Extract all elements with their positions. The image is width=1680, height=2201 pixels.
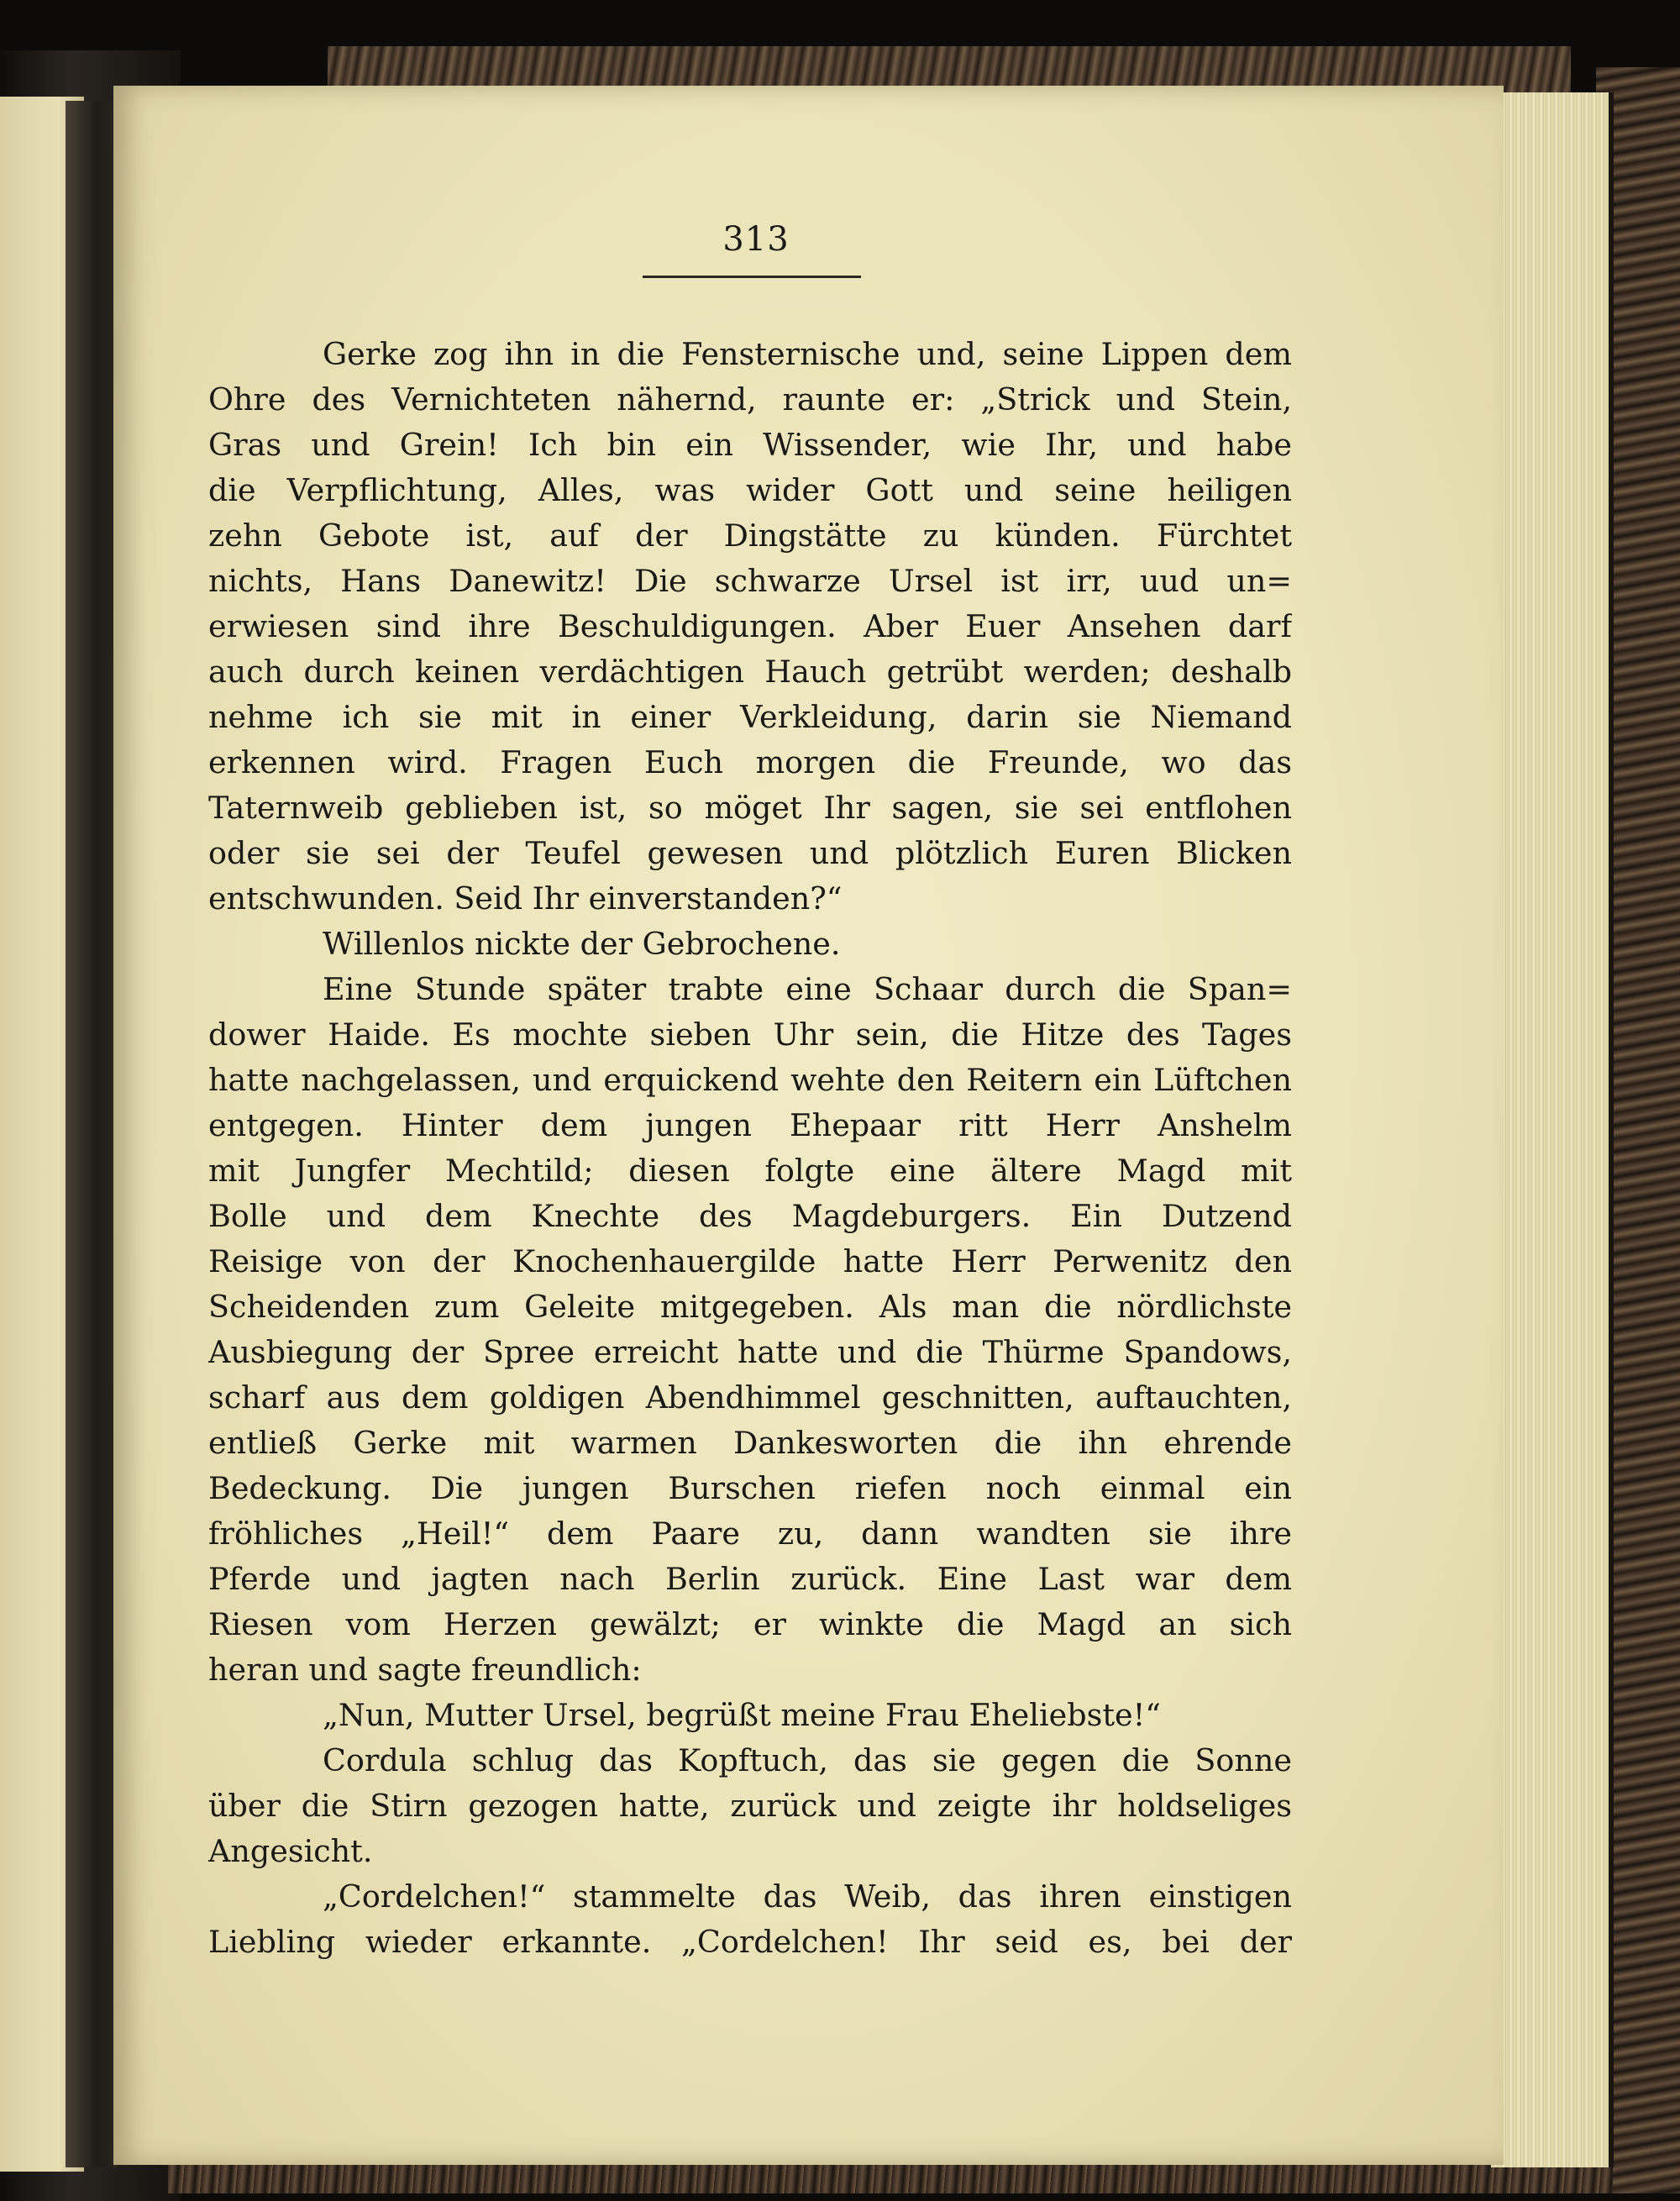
- text-line: Bolle und dem Knechte des Magdeburgers. Ein Dutzend: [208, 1198, 1292, 1234]
- text-line: auch durch keinen verdächtigen Hauch getrübt werden; deshalb: [208, 654, 1292, 690]
- text-line: entschwunden. Seid Ihr einverstanden?“: [208, 880, 843, 917]
- text-line: heran und sagte freundlich:: [208, 1652, 642, 1688]
- book-gutter: [66, 101, 118, 2167]
- text-line: Bedeckung. Die jungen Burschen riefen noch einmal ein: [208, 1470, 1292, 1506]
- text-line: scharf aus dem goldigen Abendhimmel geschnitten, auftauchten,: [208, 1379, 1292, 1416]
- text-line: Ohre des Vernichteten nähernd, raunte er: „Strick und Stein,: [208, 381, 1292, 418]
- text-line: oder sie sei der Teufel gewesen und plötzlich Euren Blicken: [208, 835, 1292, 871]
- text-line: über die Stirn gezogen hatte, zurück und zeigte ihr holdseliges: [208, 1788, 1292, 1824]
- page-stack-edge: [1491, 92, 1614, 2167]
- text-line: die Verpflichtung, Alles, was wider Gott und seine heiligen: [208, 472, 1292, 508]
- text-line: erwiesen sind ihre Beschuldigungen. Aber Euer Ansehen darf: [208, 608, 1292, 644]
- text-line: entließ Gerke mit warmen Dankesworten die ihn ehrende: [208, 1425, 1292, 1461]
- text-line: Reisige von der Knochenhauergilde hatte Herr Perwenitz den: [208, 1243, 1292, 1279]
- text-line: nichts, Hans Danewitz! Die schwarze Ursel ist irr, uud un=: [208, 563, 1292, 599]
- text-line: Scheidenden zum Geleite mitgegeben. Als man die nördlichste: [208, 1289, 1292, 1325]
- text-line: zehn Gebote ist, auf der Dingstätte zu künden. Fürchtet: [208, 517, 1292, 554]
- text-line: Pferde und jagten nach Berlin zurück. Eine Last war dem: [208, 1561, 1292, 1597]
- text-line: erkennen wird. Fragen Euch morgen die Freunde, wo das: [208, 744, 1292, 780]
- text-line: entgegen. Hinter dem jungen Ehepaar ritt Herr Anshelm: [208, 1107, 1292, 1143]
- text-line: fröhliches „Heil!“ dem Paare zu, dann wandten sie ihre: [208, 1515, 1292, 1552]
- body-text: [208, 332, 1292, 1965]
- text-line: Liebling wieder erkannte. „Cordelchen! Ihr seid es, bei der: [208, 1924, 1292, 1960]
- text-line: hatte nachgelassen, und erquickend wehte den Reitern ein Lüftchen: [208, 1062, 1292, 1098]
- page-number-rule: [643, 276, 861, 278]
- text-line: Cordula schlug das Kopftuch, das sie gegen die Sonne: [323, 1742, 1292, 1778]
- text-line: „Nun, Mutter Ursel, begrüßt meine Frau Eheliebste!“: [323, 1697, 1161, 1733]
- text-line: nehme ich sie mit in einer Verkleidung, darin sie Niemand: [208, 699, 1292, 735]
- text-line: Taternweib geblieben ist, so möget Ihr sagen, sie sei entflohen: [208, 790, 1292, 826]
- page-number: 313: [722, 220, 790, 259]
- text-line: mit Jungfer Mechtild; diesen folgte eine ältere Magd mit: [208, 1153, 1292, 1189]
- text-line: Angesicht.: [208, 1833, 373, 1869]
- text-line: dower Haide. Es mochte sieben Uhr sein, die Hitze des Tages: [208, 1016, 1292, 1053]
- text-line: Gras und Grein! Ich bin ein Wissender, wie Ihr, und habe: [208, 427, 1292, 463]
- text-line: Riesen vom Herzen gewälzt; er winkte die Magd an sich: [208, 1606, 1292, 1642]
- text-line: Gerke zog ihn in die Fensternische und, seine Lippen dem: [323, 336, 1292, 372]
- text-line: Willenlos nickte der Gebrochene.: [323, 926, 841, 962]
- text-line: „Cordelchen!“ stammelte das Weib, das ihren einstigen: [323, 1878, 1292, 1915]
- text-line: Eine Stunde später trabte eine Schaar durch die Span=: [323, 971, 1292, 1007]
- text-line: Ausbiegung der Spree erreicht hatte und die Thürme Spandows,: [208, 1334, 1292, 1370]
